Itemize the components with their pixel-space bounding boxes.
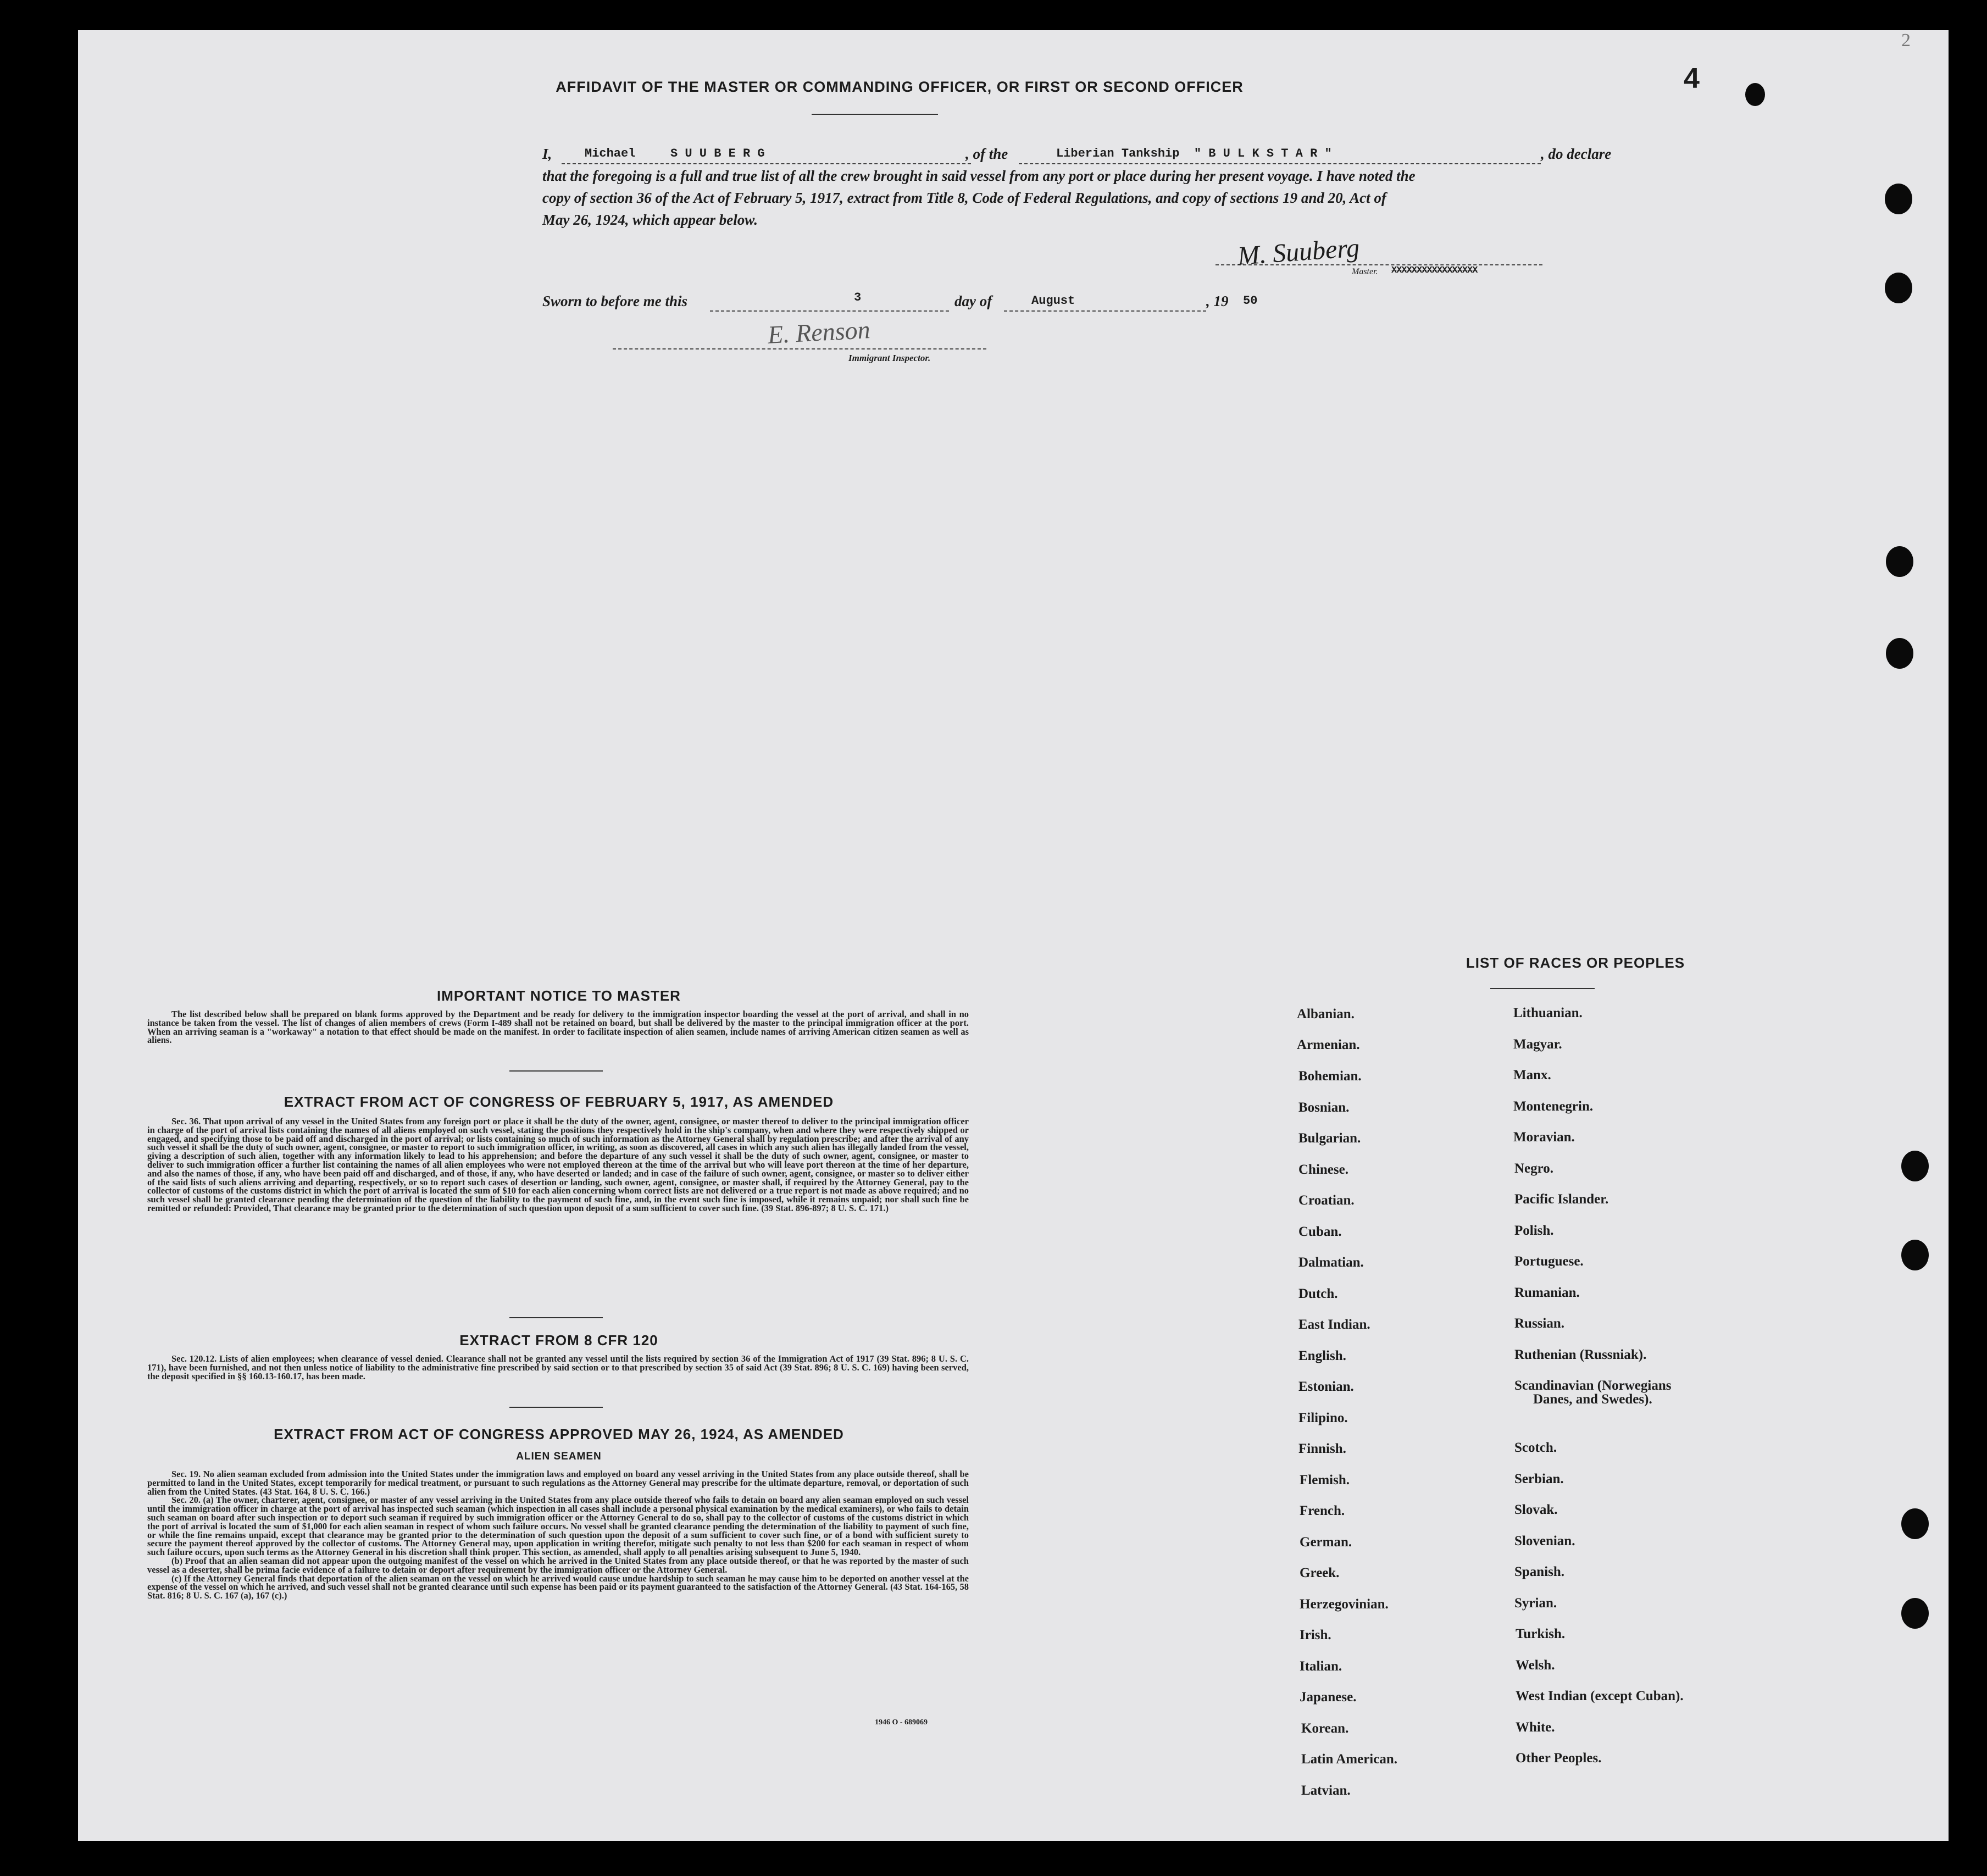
section-rule xyxy=(509,1070,603,1072)
extract-1917-title: EXTRACT FROM ACT OF CONGRESS OF FEBRUARY 5, 1917, AS AMENDED xyxy=(284,1094,834,1110)
race-item: Flemish. xyxy=(1300,1473,1350,1488)
section-20c-paragraph: (c) If the Attorney General finds that deportation of the alien seaman on the vessel on which he arrived would cause undue hardship to such seaman he may cause him to be deported on another vessel at the expense of the vessel on which he arrived, and such vessel shall not be granted clearance until such expense has been paid or its payment guaranteed to the satisfaction of the Attorney General. (43 Stat. 164-165, 58 Stat. 816; 8 U. S. C. 167 (a), 167 (c).) xyxy=(147,1573,969,1601)
race-item: French. xyxy=(1300,1503,1345,1518)
race-item: Scotch. xyxy=(1514,1440,1557,1455)
race-item: Portuguese. xyxy=(1514,1254,1584,1269)
race-item: Korean. xyxy=(1301,1721,1349,1736)
extract-cfr-title: EXTRACT FROM 8 CFR 120 xyxy=(459,1332,658,1348)
race-item: Finnish. xyxy=(1298,1441,1346,1456)
race-item: Scandinavian (Norwegians xyxy=(1514,1378,1672,1393)
affidavit-i-label: I, xyxy=(542,146,552,162)
inspector-label: Immigrant Inspector. xyxy=(848,353,931,363)
race-item: Armenian. xyxy=(1297,1037,1360,1052)
extract-cfr-text xyxy=(147,1355,969,1380)
corner-page-number: 4 xyxy=(1684,63,1700,95)
affidavit-title: AFFIDAVIT OF THE MASTER OR COMMANDING OFFICER, OR FIRST OR SECOND OFFICER xyxy=(556,79,1244,95)
race-item: West Indian (except Cuban). xyxy=(1516,1689,1684,1703)
race-item: Russian. xyxy=(1514,1316,1565,1331)
punch-hole xyxy=(1885,184,1912,214)
race-item: Bulgarian. xyxy=(1298,1131,1361,1146)
races-title-rule xyxy=(1490,988,1595,989)
sworn-day: 3 xyxy=(854,291,862,304)
race-item: Slovak. xyxy=(1514,1502,1558,1517)
sworn-month-line xyxy=(1004,294,1206,312)
extract-1924-title: EXTRACT FROM ACT OF CONGRESS APPROVED MAY 26, 1924, AS AMENDED xyxy=(274,1426,844,1442)
race-item: Ruthenian (Russniak). xyxy=(1514,1347,1647,1362)
race-item: English. xyxy=(1298,1348,1346,1363)
notice-title: IMPORTANT NOTICE TO MASTER xyxy=(437,987,681,1004)
extract-1924-subtitle: ALIEN SEAMEN xyxy=(516,1451,602,1462)
punch-hole xyxy=(1885,273,1912,303)
year-prefix: , 19 xyxy=(1206,293,1229,309)
race-item: White. xyxy=(1516,1720,1555,1735)
race-item: Syrian. xyxy=(1514,1596,1557,1611)
race-item: Albanian. xyxy=(1297,1007,1355,1022)
sworn-label: Sworn to before me this xyxy=(542,293,688,309)
punch-hole xyxy=(1886,546,1913,577)
day-of-label: day of xyxy=(954,293,992,309)
race-item: Danes, and Swedes). xyxy=(1533,1392,1652,1407)
race-item: Latin American. xyxy=(1301,1752,1397,1767)
race-item: Cuban. xyxy=(1298,1224,1342,1239)
race-item: Welsh. xyxy=(1516,1658,1555,1673)
race-item: Italian. xyxy=(1300,1659,1342,1674)
vessel-name: Liberian Tankship " B U L K S T A R " xyxy=(1056,147,1332,160)
sworn-year: 50 xyxy=(1243,294,1258,308)
race-item: Turkish. xyxy=(1516,1627,1566,1641)
extract-1917-paragraph: Sec. 36. That upon arrival of any vessel in the United States from any foreign port or place it shall be the duty of the owner, agent, consignee, or master thereof to deliver to the principal immigration officer in charge of the port of arrival lists containing the names of all aliens employed on such vessel, stating the positions they respectively hold in the ship's company, when and where they were respectively shipped or engaged, and specifying those to be paid off and discharged in the port of arrival; or lists containing so much of such information as the Attorney General shall by regulation prescribe; and after the arrival of any such vessel it shall be the duty of such owner, agent, consignee, or master to report to such immigration officer, in writing, as soon as discovered, all cases in which any such alien has illegally landed from the vessel, giving a description of such alien, together with any information likely to lead to his apprehension; and before the departure of any such vessel it shall be the duty of such owner, agent, consignee, or master to deliver to such immigration officer a further list containing the names of all alien employees who were not employed thereon at the time of the arrival but who will leave port thereon at the time of her departure, and also the names of those, if any, who have been paid off and discharged, and of those, if any, who have deserted or landed; and in case of the failure of such owner, agent, consignee, or master so to deliver either of the said lists of such aliens arriving and departing, respectively, or so to report such cases of desertion or landing, such owner, agent, consignee, or master shall, if required by the Attorney General, pay to the collector of customs of the customs district in which the port of arrival is located the sum of $10 for each alien concerning whom correct lists are not delivered or a true report is not made as above required; and no such vessel shall be granted clearance pending the determination of the question of the liability to the payment of such fine, and, in the event such fine is imposed, while it remains unpaid; nor shall such fine be remitted or refunded: Provided, That clearance may be granted prior to the determination of such question upon deposit of a sum sufficient to cover such fine. (39 Stat. 896-897; 8 U. S. C. 171.) xyxy=(147,1116,969,1213)
race-item: German. xyxy=(1300,1535,1352,1550)
affidavit-body-line3: May 26, 1924, which appear below. xyxy=(542,212,758,228)
race-item: Magyar. xyxy=(1513,1037,1562,1052)
race-item: Spanish. xyxy=(1514,1564,1565,1579)
master-last-name: S U U B E R G xyxy=(670,147,765,160)
master-signature: M. Suuberg xyxy=(1236,233,1361,271)
corner-tick-mark: 2 xyxy=(1901,30,1911,51)
section-19-paragraph: Sec. 19. No alien seaman excluded from admission into the United States under the immigration laws and employed on board any vessel arriving in the United States from any place outside thereof, shall be permitted to land in the United States, except temporarily for medical treatment, or pursuant to such regulations as the Attorney General may prescribe for the ultimate departure, removal, or deportation of such alien from the United States. (43 Stat. 164, 8 U. S. C. 166.) xyxy=(147,1469,969,1497)
race-item: Estonian. xyxy=(1298,1379,1354,1394)
race-item: Chinese. xyxy=(1298,1162,1348,1177)
race-item: Polish. xyxy=(1514,1223,1554,1238)
race-item: Moravian. xyxy=(1513,1130,1575,1145)
sworn-month: August xyxy=(1031,294,1075,308)
race-item: Greek. xyxy=(1300,1566,1340,1580)
race-item: Dutch. xyxy=(1298,1286,1338,1301)
notice-paragraph: The list described below shall be prepared on blank forms approved by the Department and be ready for delivery to the immigration inspector boarding the vessel at the port of arrival, and shall in no instance be taken from the vessel. The list of changes of alien members of crews (Form I-489 shall not be retained on board, but shall be delivered by the master to the principal immigration officer at the port. When an arriving seaman is a "workaway" a notation to that effect should be made on the manifest. In order to facilitate inspection of alien seamen, include names of arriving American citizen seamen as well as aliens. xyxy=(147,1009,969,1046)
race-item: Japanese. xyxy=(1300,1690,1357,1705)
affidavit-body-line1: that the foregoing is a full and true list of all the crew brought in said vessel from any port or place during her present voyage. I have noted the xyxy=(542,168,1416,184)
punch-hole xyxy=(1901,1151,1929,1181)
punch-hole xyxy=(1886,638,1913,669)
section-20a-paragraph: Sec. 20. (a) The owner, charterer, agent, consignee, or master of any vessel arriving in the United States from any place outside thereof who fails to detain on board any alien seaman employed on such vessel until the immigration officer in charge at the port of arrival has inspected such seaman (which inspection in all cases shall include a personal physical examination by the medical examiners), or who fails to detain such seaman on board after such inspection or to deport such seaman if required by such immigration officer or the Attorney General to do so, shall pay to the collector of customs of the customs district in which the port of arrival is located the sum of $1,000 for each alien seaman in respect of whom such failure occurs. No vessel shall be granted clearance pending the determination of the liability to payment of such fine, or while the fine remains unpaid, except that clearance may be granted prior to the determination of such question upon the deposit of a sum sufficient to cover such fine, or of a bond with sufficient surety to secure the payment thereof approved by the collector of customs. The Attorney General may, upon application in writing therefor, mitigate such penalty to not less than $200 for each seaman in respect of whom such failure occurs, upon such terms as the Attorney General in his discretion shall think proper. This section, as amended, shall apply to all penalties arising subsequent to June 5, 1940. xyxy=(147,1495,969,1558)
race-item: East Indian. xyxy=(1298,1317,1370,1332)
races-title: LIST OF RACES OR PEOPLES xyxy=(1466,954,1685,971)
race-item: Montenegrin. xyxy=(1513,1099,1594,1114)
extract-1917-text xyxy=(147,1117,969,1213)
race-item: Bohemian. xyxy=(1298,1069,1362,1084)
title-rule xyxy=(812,114,938,115)
master-first-name: Michael xyxy=(585,147,636,160)
race-item: Lithuanian. xyxy=(1513,1006,1583,1020)
race-item: Croatian. xyxy=(1298,1193,1355,1208)
do-declare-label: , do declare xyxy=(1541,146,1612,162)
punch-hole xyxy=(1901,1598,1929,1629)
race-item: Herzegovinian. xyxy=(1300,1597,1389,1612)
extract-cfr-paragraph: Sec. 120.12. Lists of alien employees; when clearance of vessel denied. Clearance shall not be granted any vessel until the lists required by section 36 of the Immigration Act of 1917 (39 Stat. 896; 8 U. S. C. 171), have been furnished, and not then unless notice of liability to the administrative fine prescribed by said section or to that prescribed by section 35 of said Act (39 Stat. 896; 8 U. S. C. 169) having been served, the deposit specified in §§ 160.13-160.17, has been made. xyxy=(147,1353,969,1381)
extract-1924-text xyxy=(147,1470,969,1600)
race-item: Serbian. xyxy=(1514,1472,1564,1486)
race-item: Other Peoples. xyxy=(1516,1751,1602,1766)
master-label-struck: XXXXXXXXXXXXXXXXX xyxy=(1391,265,1478,276)
race-item: Bosnian. xyxy=(1298,1100,1350,1115)
master-label: Master. xyxy=(1352,267,1378,276)
affidavit-body-line2: copy of section 36 of the Act of February 5, 1917, extract from Title 8, Code of Federal Regulations, and copy of sections 19 and 20, Act of xyxy=(542,190,1386,206)
notice-text xyxy=(147,1010,969,1045)
race-item: Latvian. xyxy=(1301,1783,1351,1798)
punch-hole xyxy=(1745,83,1765,106)
inspector-signature: E. Renson xyxy=(767,315,871,349)
punch-hole xyxy=(1901,1508,1929,1539)
race-item: Dalmatian. xyxy=(1298,1255,1364,1270)
master-name-line xyxy=(562,147,971,164)
of-the-label: , of the xyxy=(965,146,1008,162)
race-item: Rumanian. xyxy=(1514,1285,1580,1300)
sworn-day-line xyxy=(710,291,949,312)
section-rule xyxy=(509,1407,603,1408)
document-sheet xyxy=(78,30,1949,1841)
race-item: Slovenian. xyxy=(1514,1534,1575,1548)
section-rule xyxy=(509,1317,603,1318)
race-item: Negro. xyxy=(1514,1161,1554,1176)
vessel-line xyxy=(1019,147,1541,164)
punch-hole xyxy=(1901,1240,1929,1270)
section-20b-paragraph: (b) Proof that an alien seaman did not appear upon the outgoing manifest of the vessel on which he arrived in the United States from any place outside thereof, or that he was reported by the master of such vessel as a deserter, shall be prima facie evidence of a failure to detain or deport after requirement by the immigration officer or the Attorney General. xyxy=(147,1555,969,1575)
print-code: 1946 O - 689069 xyxy=(875,1718,928,1727)
race-item: Pacific Islander. xyxy=(1514,1192,1609,1207)
race-item: Manx. xyxy=(1513,1068,1551,1083)
race-item: Irish. xyxy=(1300,1628,1331,1642)
race-item: Filipino. xyxy=(1298,1411,1348,1425)
